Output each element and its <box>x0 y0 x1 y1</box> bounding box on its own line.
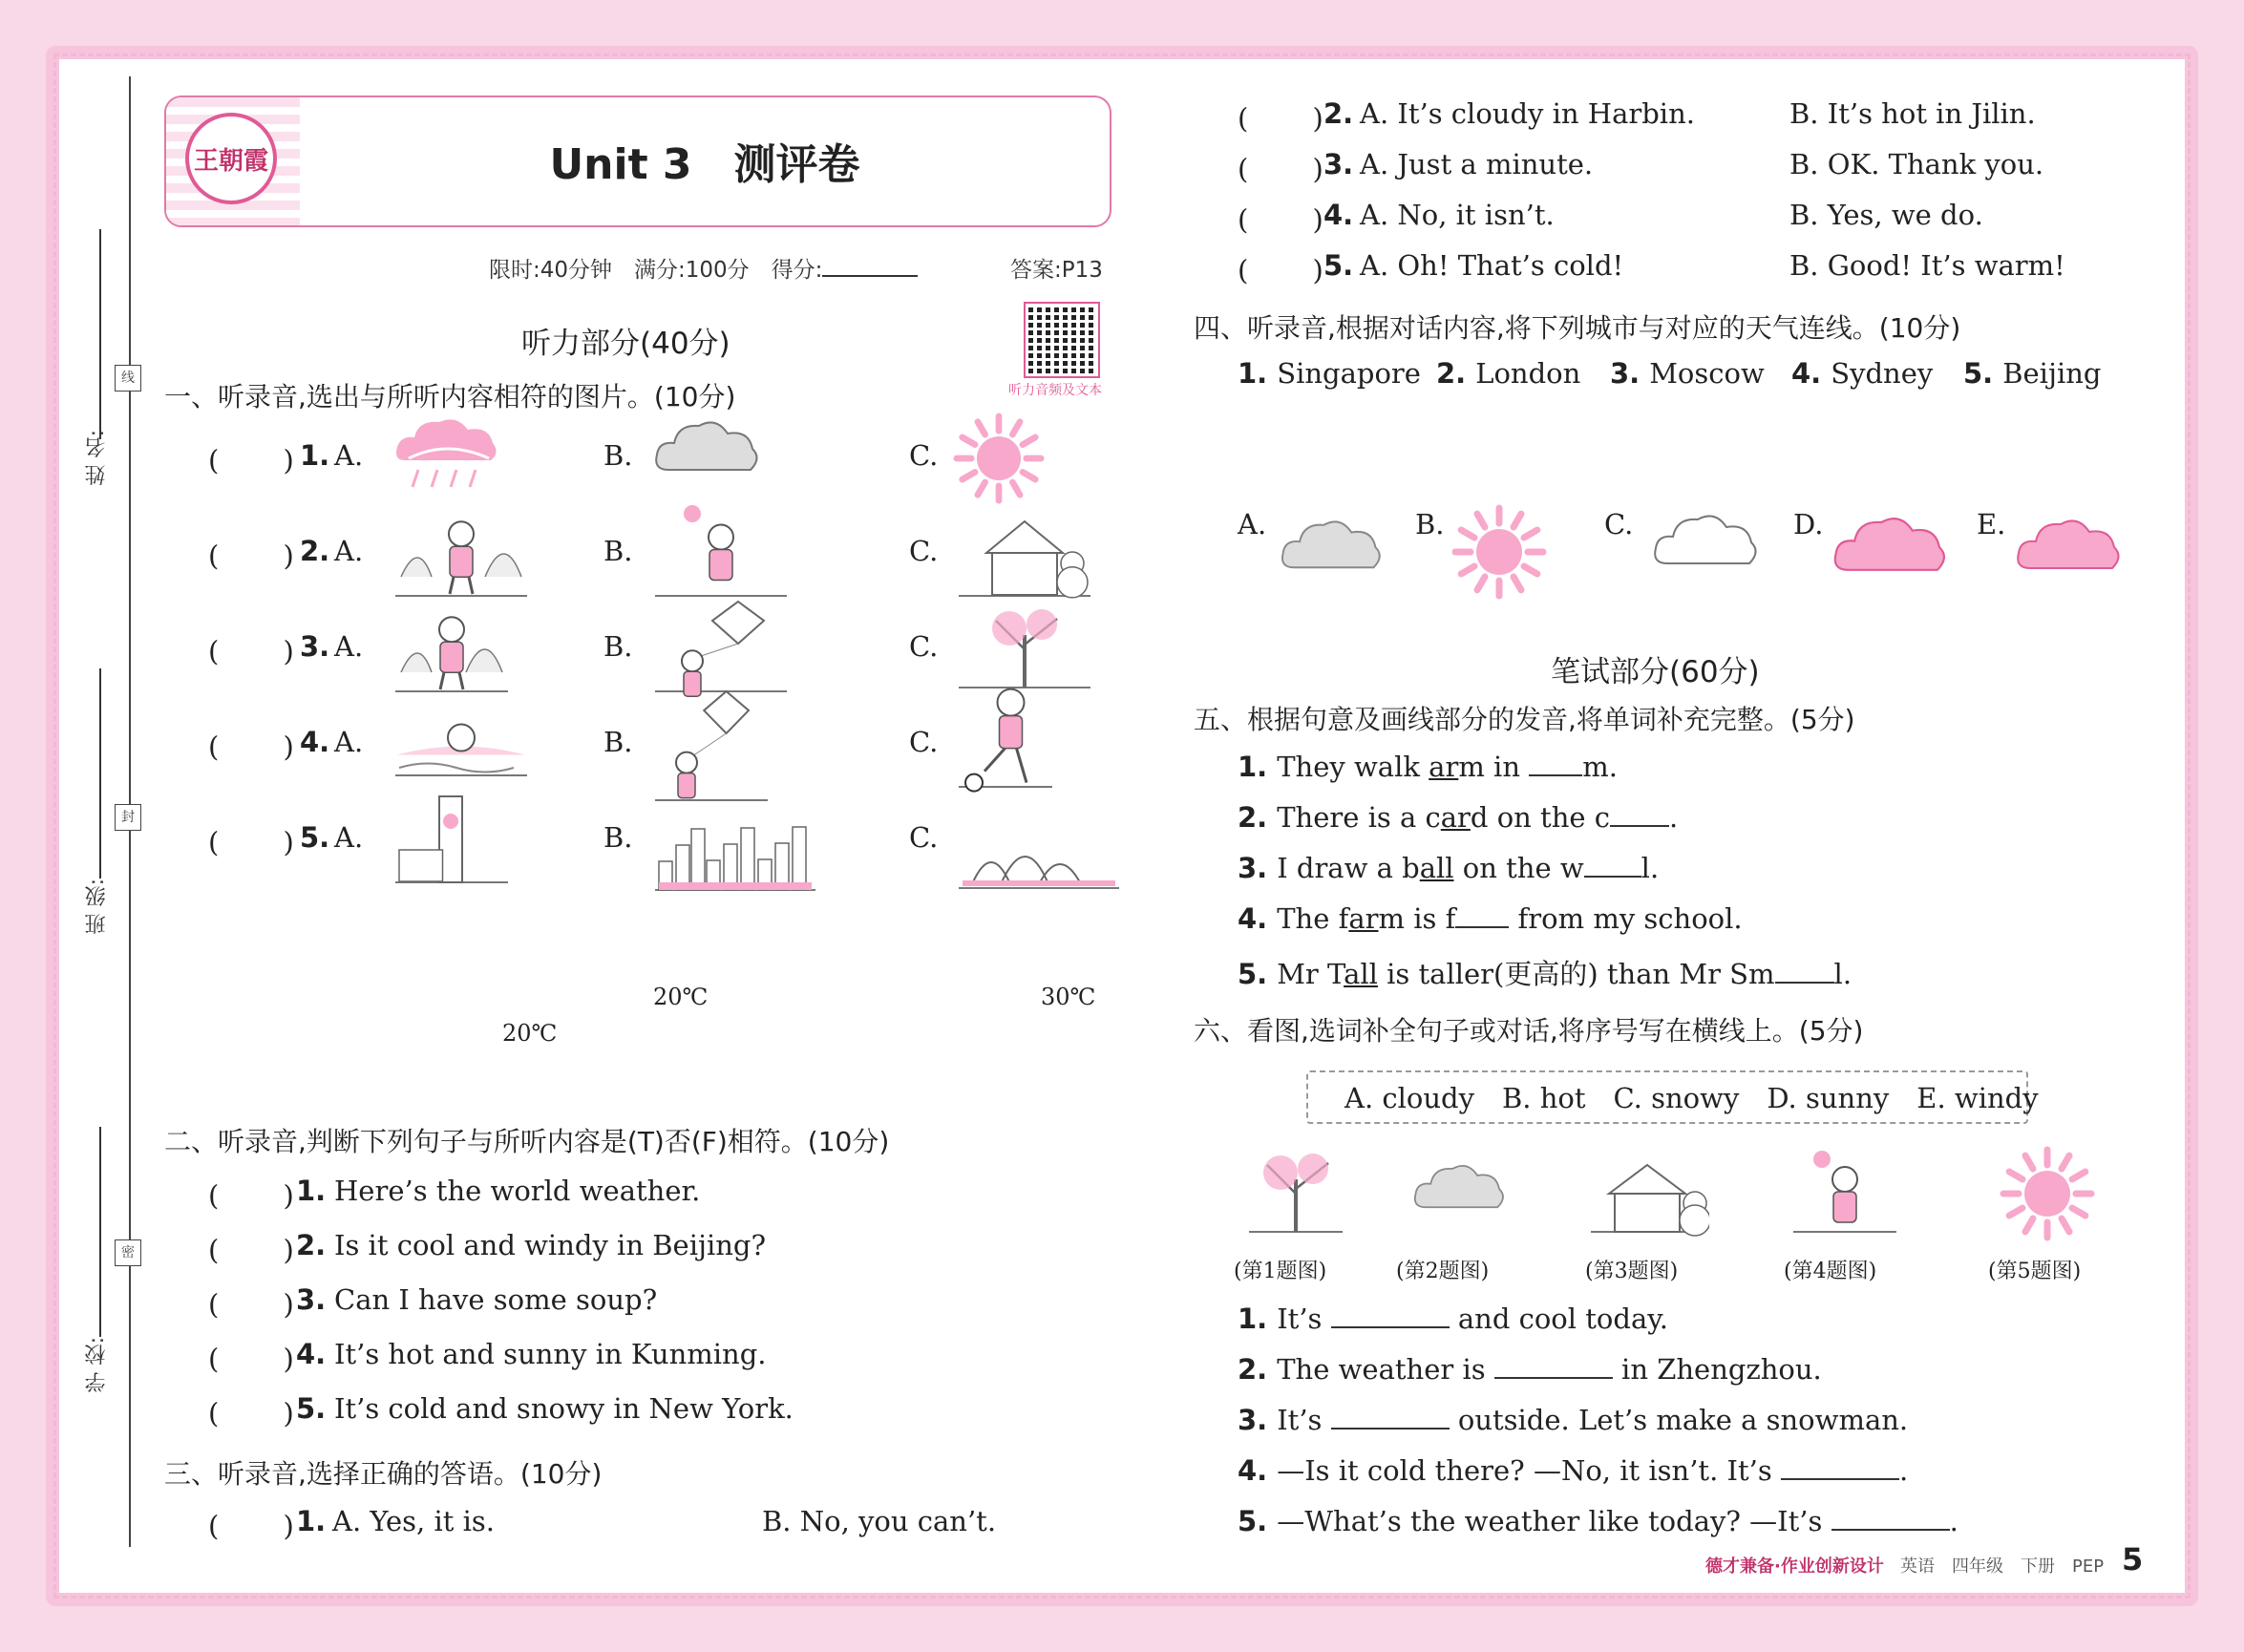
picture-caption: (第2题图) <box>1396 1260 1490 1283</box>
tf-statement: Can I have some soup? <box>334 1283 658 1316</box>
city-number: 5. <box>1963 357 1994 390</box>
sentence-pre: It’s <box>1277 1303 1331 1335</box>
sentence-pre: —What’s the weather like today? —It’s <box>1277 1505 1831 1537</box>
weather-option-letter: A. <box>1238 508 1267 540</box>
letter-blank[interactable] <box>1584 853 1641 878</box>
question-number: 1. <box>296 1175 327 1207</box>
logo-seal <box>185 113 277 204</box>
underlined-sound: all <box>1344 958 1378 990</box>
question-number: 1. <box>296 1505 327 1537</box>
choice-paren[interactable]: ( ) <box>1238 153 1323 185</box>
question-number: 5. <box>296 1392 327 1425</box>
tf-statement: It’s cold and snowy in New York. <box>334 1392 794 1425</box>
sentence-pre: The weather is <box>1277 1353 1494 1386</box>
binding-class-label: 班 级: <box>85 879 109 935</box>
option-c-label: C. <box>909 535 939 567</box>
option-b-label: B. <box>603 821 633 854</box>
exam-info-text: 限时:40分钟 满分:100分 得分: <box>489 258 823 283</box>
sentence-mid: m is f <box>1378 902 1456 935</box>
question-number: 2. <box>296 1229 327 1261</box>
underlined-sound: ar <box>1348 902 1379 935</box>
tf-statement: It’s hot and sunny in Kunming. <box>334 1338 767 1370</box>
picture-option-c <box>953 812 1125 901</box>
option-a-label: A. <box>334 535 364 567</box>
question-number: 3. <box>300 630 330 663</box>
fill-item <box>1238 1353 1822 1386</box>
question-number: 4. <box>296 1338 327 1370</box>
picture-option-b <box>649 500 793 609</box>
letter-blank[interactable] <box>1610 802 1669 827</box>
picture-option-b <box>649 804 821 903</box>
question-number: 5. <box>1323 249 1354 282</box>
sentence-pre: Mr T <box>1277 958 1344 990</box>
question-number: 4. <box>1323 199 1354 231</box>
question-number: 5. <box>1238 1505 1268 1537</box>
option-c-label: C. <box>909 439 939 472</box>
binding-class-blank[interactable] <box>99 668 101 879</box>
question-number: 4. <box>1238 902 1268 935</box>
tf-paren[interactable]: ( ) <box>208 1343 294 1375</box>
question-number: 3. <box>296 1283 327 1316</box>
sentence-post: in Zhengzhou. <box>1612 1353 1822 1386</box>
choice-b: B. Yes, we do. <box>1789 199 1983 231</box>
option-b-label: B. <box>603 630 633 663</box>
temp-c5: 30℃ <box>1041 984 1096 1010</box>
picture-option-a <box>390 787 514 896</box>
picture-option-a <box>390 699 533 789</box>
binding-mark-xian: 线 <box>115 365 141 392</box>
page-number: 5 <box>2122 1541 2144 1578</box>
city-name: Beijing <box>2002 357 2102 390</box>
choice-a: A. No, it isn’t. <box>1360 199 1555 231</box>
question-number: 3. <box>1323 148 1354 180</box>
question-number: 3. <box>1238 852 1268 884</box>
sentence-pre: —Is it cold there? —No, it isn’t. It’s <box>1277 1454 1781 1487</box>
letter-blank[interactable] <box>1529 752 1582 776</box>
binding-mark-mi: 密 <box>115 1239 141 1266</box>
sentence-post: from my school. <box>1509 902 1743 935</box>
answer-blank[interactable] <box>1494 1354 1613 1379</box>
option-a-label: A. <box>334 821 364 854</box>
footer-series: 德才兼备·作业创新设计 <box>1705 1557 1884 1577</box>
choice-a: A. Oh! That’s cold! <box>1360 249 1624 282</box>
option-c-label: C. <box>909 821 939 854</box>
choice-a: A. Yes, it is. <box>332 1505 496 1537</box>
score-blank[interactable] <box>822 252 918 277</box>
binding-mark-feng: 封 <box>115 804 141 831</box>
choice-paren[interactable]: ( ) <box>1238 203 1323 236</box>
question-number: 2. <box>300 535 330 567</box>
temp-a5: 20℃ <box>502 1020 558 1047</box>
sentence-mid: is taller(更高的) than Mr Sm <box>1377 958 1775 990</box>
option-a-label: A. <box>334 726 364 758</box>
city-number: 3. <box>1610 357 1641 390</box>
tf-paren[interactable]: ( ) <box>208 1234 294 1266</box>
sec6-picture-2 <box>1402 1155 1516 1226</box>
city-number: 2. <box>1436 357 1467 390</box>
picture-option-b <box>649 686 773 814</box>
weather-picture <box>1639 504 1772 584</box>
binding-school-label: 学 校: <box>85 1337 109 1393</box>
sentence-post: l. <box>1833 958 1852 990</box>
sentence-post: . <box>1669 801 1679 834</box>
sentence-pre: There is a c <box>1277 801 1441 834</box>
answer-blank[interactable] <box>1831 1506 1950 1531</box>
answer-paren[interactable]: ( ) <box>208 731 294 763</box>
temp-b5: 20℃ <box>653 984 709 1010</box>
fill-item <box>1238 1454 1908 1487</box>
underlined-sound: ar <box>1429 751 1459 783</box>
city-number: 1. <box>1238 357 1268 390</box>
sec3-heading: 三、听录音,选择正确的答语。(10分) <box>164 1458 603 1490</box>
sec6-picture-3 <box>1585 1146 1709 1245</box>
sec6-heading: 六、看图,选词补全句子或对话,将序号写在横线上。(5分) <box>1194 1015 1864 1047</box>
choice-b: B. Good! It’s warm! <box>1789 249 2065 282</box>
tf-paren[interactable]: ( ) <box>208 1397 294 1430</box>
sentence-mid: on the w <box>1453 852 1584 884</box>
spelling-item <box>1238 902 1743 935</box>
underlined-sound: ar <box>1440 801 1471 834</box>
answer-paren[interactable]: ( ) <box>208 635 294 667</box>
fill-item <box>1238 1303 1668 1335</box>
city-item[interactable] <box>1791 357 1933 390</box>
binding-name-label: 姓 名: <box>85 430 109 486</box>
sentence-pre: I draw a b <box>1277 852 1420 884</box>
sentence-mid: d on the c <box>1470 801 1611 834</box>
tf-paren[interactable]: ( ) <box>208 1179 294 1212</box>
option-c-label: C. <box>909 726 939 758</box>
binding-school-blank[interactable] <box>99 1127 101 1337</box>
picture-caption: (第4题图) <box>1784 1260 1877 1283</box>
listening-title: 听力部分(40分) <box>521 327 730 361</box>
answer-ref: 答案:P13 <box>1010 258 1103 283</box>
option-a-label: A. <box>334 439 364 472</box>
sentence-pre: They walk <box>1277 751 1429 783</box>
question-number: 4. <box>1238 1454 1268 1487</box>
sentence-pre: It’s <box>1277 1404 1331 1436</box>
sec2-heading: 二、听录音,判断下列句子与所听内容是(T)否(F)相符。(10分) <box>164 1126 890 1157</box>
option-b-label: B. <box>603 726 633 758</box>
city-name: Singapore <box>1277 357 1421 390</box>
exam-info <box>489 252 918 284</box>
word-bank: A. cloudy B. hot C. snowy D. sunny E. windy <box>1344 1082 2039 1114</box>
sentence-post: m. <box>1582 751 1618 783</box>
question-number: 5. <box>300 821 330 854</box>
answer-blank[interactable] <box>1331 1303 1450 1328</box>
option-b-label: B. <box>603 535 633 567</box>
picture-caption: (第3题图) <box>1585 1260 1679 1283</box>
qr-caption: 听力音频及文本 <box>1008 383 1102 398</box>
page-title: Unit 3 测评卷 <box>549 140 860 189</box>
city-item[interactable] <box>1436 357 1580 390</box>
fill-item <box>1238 1505 1958 1537</box>
picture-option-c <box>953 682 1058 800</box>
choice-paren[interactable]: ( ) <box>208 1510 294 1542</box>
question-number: 1. <box>1238 751 1268 783</box>
sentence-post: and cool today. <box>1449 1303 1668 1335</box>
choice-b: B. OK. Thank you. <box>1789 148 2044 180</box>
picture-option-b <box>649 411 764 491</box>
title-banner <box>164 95 1111 227</box>
option-a-label: A. <box>334 630 364 663</box>
picture-caption: (第1题图) <box>1234 1260 1327 1283</box>
footer-meta: 英语 四年级 下册 PEP <box>1900 1557 2105 1577</box>
sec5-heading: 五、根据句意及画线部分的发音,将单词补充完整。(5分) <box>1194 704 1855 735</box>
question-number: 1. <box>1238 1303 1268 1335</box>
weather-picture <box>1276 504 1387 594</box>
option-b-label: B. <box>603 439 633 472</box>
sentence-post: outside. Let’s make a snowman. <box>1449 1404 1909 1436</box>
sec6-picture-1 <box>1243 1146 1348 1245</box>
city-name: Sydney <box>1831 357 1934 390</box>
question-number: 4. <box>300 726 330 758</box>
picture-option-c <box>953 413 1045 508</box>
sec6-picture-4 <box>1788 1146 1902 1245</box>
underlined-sound: all <box>1419 852 1454 884</box>
choice-a: A. It’s cloudy in Harbin. <box>1360 97 1695 130</box>
city-name: London <box>1475 357 1581 390</box>
answer-blank[interactable] <box>1331 1405 1450 1430</box>
choice-a: A. Just a minute. <box>1360 148 1594 180</box>
tf-statement: Is it cool and windy in Beijing? <box>334 1229 767 1261</box>
tf-statement: Here’s the world weather. <box>334 1175 701 1207</box>
choice-b: B. It’s hot in Jilin. <box>1789 97 2036 130</box>
city-item[interactable] <box>1963 357 2101 390</box>
sec1-heading: 一、听录音,选出与所听内容相符的图片。(10分) <box>164 381 736 413</box>
sentence-post: . <box>1949 1505 1958 1537</box>
question-number: 2. <box>1238 801 1268 834</box>
spelling-item <box>1238 953 1852 992</box>
question-number: 2. <box>1323 97 1354 130</box>
binding-name-blank[interactable] <box>99 229 101 439</box>
choice-paren[interactable]: ( ) <box>1238 254 1323 286</box>
sentence-post: . <box>1898 1454 1909 1487</box>
weather-option-letter: C. <box>1604 508 1634 540</box>
weather-picture <box>2011 504 2126 594</box>
sec6-picture-5 <box>2000 1146 2095 1245</box>
choice-b: B. No, you can’t. <box>762 1505 997 1537</box>
picture-option-a <box>390 411 504 510</box>
choice-paren[interactable]: ( ) <box>1238 102 1323 135</box>
picture-option-c <box>953 500 1096 609</box>
spelling-item <box>1238 852 1659 884</box>
question-number: 3. <box>1238 1404 1268 1436</box>
logo-text: 王朝霞 <box>193 147 268 176</box>
answer-paren[interactable]: ( ) <box>208 444 294 477</box>
picture-option-a <box>390 596 514 705</box>
question-number: 2. <box>1238 1353 1268 1386</box>
weather-option-letter: E. <box>1977 508 2006 540</box>
writing-title: 笔试部分(60分) <box>1551 655 1760 689</box>
city-name: Moscow <box>1649 357 1765 390</box>
picture-caption: (第5题图) <box>1988 1260 2082 1283</box>
sec4-heading: 四、听录音,根据对话内容,将下列城市与对应的天气连线。(10分) <box>1194 312 1961 344</box>
city-number: 4. <box>1791 357 1822 390</box>
spelling-item <box>1238 801 1678 834</box>
answer-paren[interactable]: ( ) <box>208 540 294 572</box>
letter-blank[interactable] <box>1775 959 1834 984</box>
city-item[interactable] <box>1238 357 1421 390</box>
weather-picture <box>1828 504 1952 594</box>
picture-option-a <box>390 500 533 609</box>
question-number: 5. <box>1238 958 1268 990</box>
weather-picture <box>1451 504 1547 604</box>
qr-pattern <box>1028 307 1095 373</box>
city-item[interactable] <box>1610 357 1765 390</box>
tf-paren[interactable]: ( ) <box>208 1288 294 1321</box>
weather-option-letter: D. <box>1793 508 1824 540</box>
sentence-post: l. <box>1641 852 1660 884</box>
letter-blank[interactable] <box>1455 903 1509 928</box>
qr-code[interactable] <box>1024 302 1100 378</box>
answer-blank[interactable] <box>1781 1455 1899 1480</box>
answer-paren[interactable]: ( ) <box>208 826 294 858</box>
fill-item <box>1238 1404 1908 1436</box>
question-number: 1. <box>300 439 330 472</box>
option-c-label: C. <box>909 630 939 663</box>
weather-option-letter: B. <box>1415 508 1445 540</box>
sentence-mid: m in <box>1458 751 1530 783</box>
sentence-pre: The f <box>1277 902 1349 935</box>
spelling-item <box>1238 751 1618 783</box>
